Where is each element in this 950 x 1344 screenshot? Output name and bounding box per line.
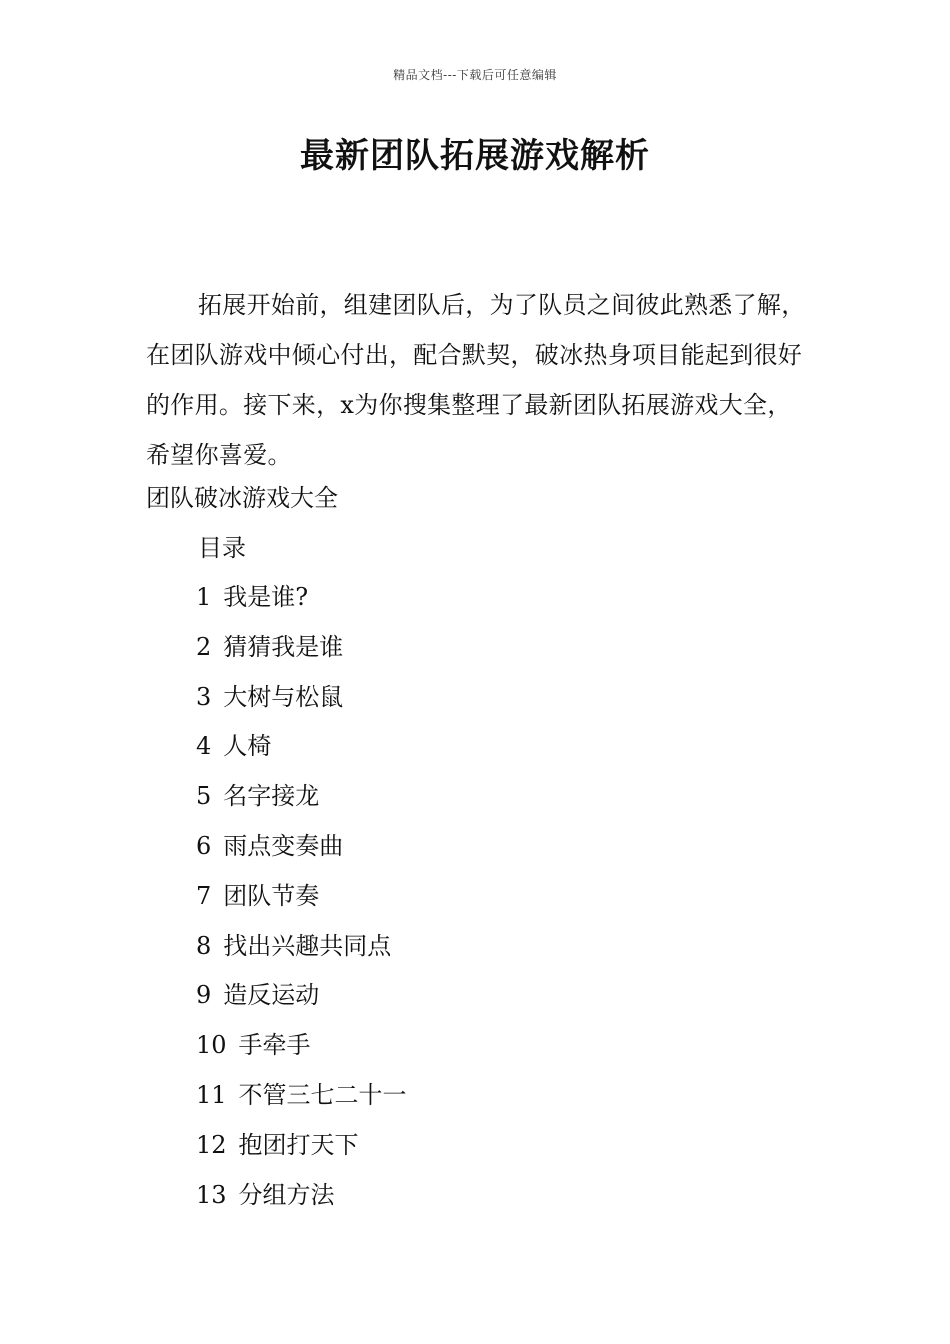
toc-item-text: 抱团打天下 [238, 1130, 359, 1159]
toc-item [196, 872, 407, 922]
toc-item [196, 1021, 407, 1071]
toc-item-number: 5 [196, 782, 212, 811]
toc-item [196, 623, 407, 673]
toc-item [196, 971, 407, 1021]
toc-item-text: 人椅 [223, 732, 272, 761]
toc-item [196, 772, 407, 822]
toc-item-number: 12 [196, 1130, 227, 1159]
toc-item-text: 造反运动 [223, 981, 320, 1010]
toc-item-text: 雨点变奏曲 [223, 831, 344, 860]
toc-item-text: 不管三七二十一 [238, 1080, 407, 1109]
toc-item-text: 分组方法 [238, 1180, 335, 1209]
section-heading: 团队破冰游戏大全 [146, 484, 338, 512]
toc-item-number: 7 [196, 881, 212, 910]
toc-item-text: 团队节奏 [223, 881, 320, 910]
toc-item-text: 猜猜我是谁 [223, 632, 344, 661]
toc-item-number: 10 [196, 1031, 227, 1060]
document-title: 最新团队拓展游戏解析 [300, 136, 650, 176]
toc-item [196, 722, 407, 772]
toc-list [196, 573, 407, 1220]
toc-item-text: 名字接龙 [223, 782, 320, 811]
toc-item [196, 1171, 407, 1221]
toc-item [196, 1071, 407, 1121]
toc-item-text: 我是谁? [223, 583, 309, 611]
toc-item-number: 6 [196, 831, 212, 860]
toc-item-number: 13 [196, 1180, 227, 1209]
toc-item-number: 9 [196, 981, 212, 1010]
toc-item [196, 673, 407, 723]
toc-item-text: 大树与松鼠 [223, 682, 344, 711]
toc-item [196, 922, 407, 972]
toc-item-text: 找出兴趣共同点 [223, 931, 392, 960]
toc-item-number: 1 [196, 583, 212, 611]
toc-label: 目录 [198, 534, 246, 562]
toc-item-number: 2 [196, 632, 212, 661]
toc-item-number: 8 [196, 931, 212, 960]
toc-item [196, 1121, 407, 1171]
toc-item [196, 573, 407, 623]
toc-item-number: 3 [196, 682, 212, 711]
intro-paragraph: 拓展开始前，组建团队后，为了队员之间彼此熟悉了解，在团队游戏中倾心付出，配合默契，破冰热身项目能起到很好的作用。接下来，x为你搜集整理了最新团队拓展游戏大全，希望你喜爱。 [146, 291, 806, 469]
toc-item-number: 11 [196, 1080, 227, 1109]
toc-item [196, 822, 407, 872]
header-note: 精品文档---下载后可任意编辑 [393, 68, 557, 82]
toc-item-number: 4 [196, 732, 212, 761]
toc-item-text: 手牵手 [238, 1031, 311, 1060]
